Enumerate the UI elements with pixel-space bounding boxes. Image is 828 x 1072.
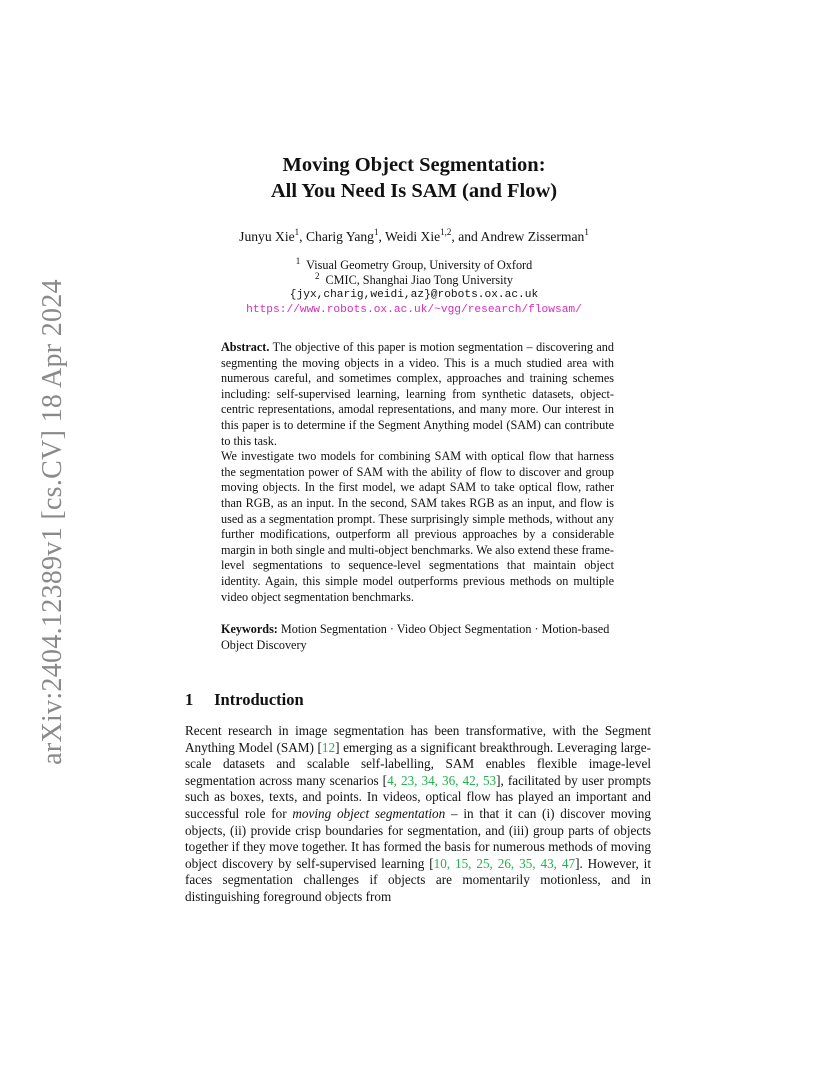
introduction-paragraph: Recent research in image segmentation has been transformative, with the Segment Anything Model (SAM) [12] emerging as a significant breakthrough. Leveraging large-scale datasets and scalable self-labelling, SAM enables flexible image-level segmentation across many scenarios [4, 23, 34, 36, 42, 53], facilitated by user prompts such as boxes, texts, and points. In videos, optical flow has played an important and successful role for moving object segmentation – in that it can (i) discover moving objects, (ii) provide crisp boundaries for segmentation, and (iii) group parts of objects together if they move together. It has formed the basis for numerous methods of moving object discovery by self-supervised learning [10, 15, 25, 26, 35, 43, 47]. However, it faces segmentation challenges if objects are momentarily motionless, and in distinguishing foreground objects from: [185, 723, 652, 904]
abstract-paragraph-1: Abstract. The objective of this paper is motion segmentation – discovering and segmenting the moving objects in a video. This is a much studied area with numerous careful, and sometimes complex, approaches and training schemes including: self-supervised learning, learning from synthetic datasets, object-centric representations, amodal representations, and many more. Our interest in this paper is to determine if the Segment Anything model (SAM) can contribute to this task.: [221, 340, 614, 448]
author-affil-sup: 1,2: [440, 227, 452, 237]
section-heading: [185, 690, 304, 710]
author-name: Andrew Zisserman: [480, 229, 585, 244]
author-affil-sup: 1: [294, 227, 300, 237]
section-number: 1: [185, 690, 194, 709]
title-line-1: Moving Object Segmentation:: [282, 154, 546, 176]
affiliation-line: $^2$ CMIC, Shanghai Jiao Tong University: [314, 271, 514, 287]
abstract-paragraph-2: We investigate two models for combining SAM with optical flow that harness the segmentation power of SAM with the ability of flow to discover and group moving objects. In the first model, we adapt SAM to take optical flow, rather than RGB, as an input. In the second, SAM takes RGB as an input, and flow is used as a segmentation prompt. These surprisingly simple methods, without any further modifications, outperform all previous approaches by a considerable margin in both single and multi-object benchmarks. We also extend these frame-level segmentations to sequence-level segmentations that maintain object identity. Again, this simple model outperforms previous methods on multiple video object segmentation benchmarks.: [221, 449, 614, 604]
keywords-text: Motion Segmentation · Video Object Segmentation · Motion-based Object Discovery: [221, 622, 610, 652]
emphasis-text: moving object segmentation: [292, 805, 446, 821]
paper-title: [0, 152, 828, 204]
abstract: [221, 340, 614, 605]
arxiv-id-text: arXiv:2404.12389v1 [cs.CV] 18 Apr 2024: [37, 279, 68, 765]
citation-link[interactable]: 12: [321, 739, 336, 755]
author-conjunction: and: [458, 229, 478, 244]
author-list: Junyu Xie$^1$, Charig Yang$^1$, Weidi Xie$^{1,2}$, and Andrew Zisserman$^1$: [239, 227, 589, 244]
affiliation-line: $^1$ Visual Geometry Group, University of Oxford: [295, 256, 533, 272]
project-url-link[interactable]: https://www.robots.ox.ac.uk/~vgg/research/flowsam/: [246, 304, 582, 316]
author-name: Weidi Xie: [385, 229, 441, 244]
keywords-label: Keywords:: [221, 622, 278, 636]
citation-link[interactable]: 10, 15, 25, 26, 35, 43, 47: [433, 855, 576, 871]
author-affil-sup: 1: [584, 227, 589, 237]
author-emails: {jyx,charig,weidi,az}@robots.ox.ac.uk: [289, 289, 539, 301]
keywords: [221, 622, 614, 653]
title-line-2: All You Need Is SAM (and Flow): [270, 180, 558, 202]
author-name: Junyu Xie: [239, 229, 295, 244]
affiliations: [0, 258, 828, 318]
section-title: Introduction: [214, 690, 304, 709]
author-name: Charig Yang: [305, 229, 374, 244]
citation-link[interactable]: 4, 23, 34, 36, 42, 53: [387, 772, 497, 788]
author-affil-sup: 1: [373, 227, 379, 237]
abstract-label: Abstract.: [221, 340, 270, 354]
